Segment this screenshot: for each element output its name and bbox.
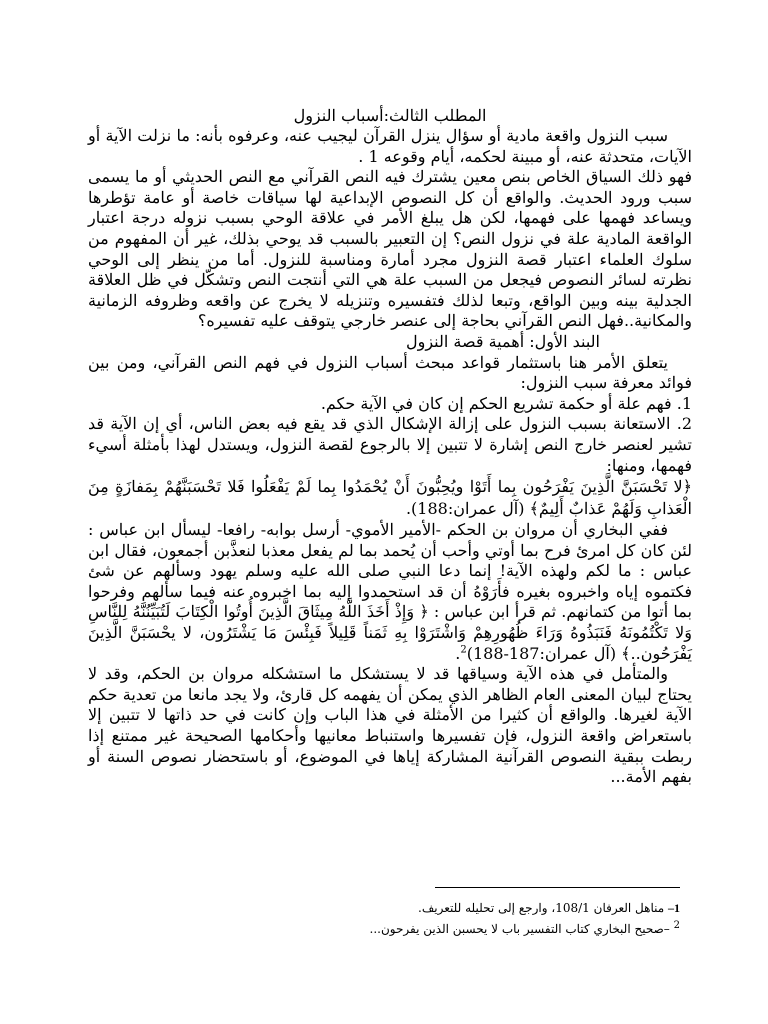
list-item-1: 1. فهم علة أو حكمة تشريع الحكم إن كان في الآية حكم. <box>320 393 692 413</box>
paragraph-context: فهو ذلك السياق الخاص بنص معين يشترك فيه النص القرآني مع النص الحديثي أو ما يسمى سبب ورود الحديث. والواقع أن كل النصوص الإبداعية لها سياقات خاصة أو عامة تؤطرها ويساعد فهمها على فهمها، لكن هل يبلغ الأمر في علاقة الوحي بسبب نزوله درجة اعتبار الواقعة المادية علة في نزول النص؟ إن التعبير بالسبب قد يوحي بذلك، غير أن المفهوم من سلوك العلماء اعتبار قصة النزول مجرد أمارة ومناسبة للنزول. أما من ينظر إلى الوحي نظرته لسائر النصوص فيجعل من السبب علة هي التي أنتجت النص وتشكّل في ظل العلاقة الجدلية بينه وبين الواقع، وتبعا لذلك فتفسيره وتنزيله لا يخرج عن واقعه وظروفه الزمانية والمكانية..فهل النص القرآني بحاجة إلى عنصر خارجي يتوقف عليه تفسيره؟ <box>88 167 692 331</box>
paragraph-reflection: والمتأمل في هذه الآية وسياقها قد لا يستشكل ما استشكله مروان بن الحكم، وقد لا يحتاج لبيان المعنى العام الظاهر الذي يمكن أن يفهمه كل قارئ، ولا يجد مانعا من تعدية حكم الآية لغيرها. والواقع أن كثيرا من الأمثلة في هذا الباب وإن كانت في حد ذاتها لا تتبين إلا باستعراض واقعة النزول، فإن تفسيرها واستنباط معانيها وأحكامها الصحيحة غير ممتنع إذا ربطت ببقية النصوص القرآنية المشاركة إياها في الموضوع، أو باستحضار نصوص السنة أو بفهم الأمة... <box>88 664 692 787</box>
list-item-2: 2. الاستعانة بسبب النزول على إزالة الإشكال الذي قد يقع فيه بعض الناس، أي إن الآية قد تشير لعنصر خارج النص إشارة لا تتبين إلا بالرجوع لقصة النزول، ويستدل لهذا بأمثلة أسيء فهمها، ومنها: <box>88 414 692 475</box>
footnote-divider <box>435 887 680 888</box>
narration-text: ففي البخاري أن مروان بن الحكم -الأمير الأموي- أرسل بوابه- رافعا- ليسأل ابن عباس : لئن كان كل امرئ فرح بما أوتي وأحب أن يُحمد بما لم يفعل معذبا لنعذَّبن أجمعون، فقال ابن عباس : ما لكم ولهذه الآية! إنما دعا النبي صلى الله عليه وسلم يهود وسألهم عن شئ فكتموه إياه واخبروه بغيره فأَرَوْهُ أن قد استحمدوا إليه بما اخبروه عنه فيما سألهم وفرحوا بما أتوا من كتمانهم. ثم قرأ ابن عباس : ﴿ وَإِذْ أَخَذَ اللَّهُ مِيثَاقَ الَّذِينَ أُوتُوا الْكِتَابَ لَتُبَيِّنُنَّهُ لِلنَّاسِ وَلا تَكْتُمُونَهُ فَنَبَذُوهُ وَرَاءَ ظُهُورِهِمْ وَاشْتَرَوْا بِهِ ثَمَناً قَلِيلاً فَبِئْسَ مَا يَشْتَرُون، لا يحْسَبَنَّ الَّذِينَ يَفْرَحُون..﴾ (آل عمران:187-188) <box>88 520 693 663</box>
footnote-1 <box>76 898 680 919</box>
paragraph-bukhari-narration <box>88 520 692 664</box>
narration-end: . <box>455 643 461 663</box>
footnotes-section <box>76 887 680 940</box>
footnote-text: مناهل العرفان 108/1، وارجع إلى تحليله للتعريف. <box>418 901 665 915</box>
section-title: المطلب الثالث:أسباب النزول <box>293 106 487 125</box>
quran-verse-quote: ﴿لا تَحْسَبَنَّ الَّذِينَ يَفْرَحُون بِما أَتَوْا ويُحِبُّونَ أَنْ يُحْمَدُوا بِما لَمْ يَفْعَلُوا فَلا تَحْسَبَنَّهُمْ بِمَفازَةٍ مِنَ الْعَذابِ وَلَهُمْ عَذابٌ أَلِيمٌ﴾ (آل عمران:188). <box>88 477 692 519</box>
footnote-number: 1– <box>668 901 680 915</box>
paragraph-definition: سبب النزول واقعة مادية أو سؤال ينزل القرآن ليجيب عنه، وعرفوه بأنه: ما نزلت الآية أو الآيات، متحدثة عنه، أو مبينة لحكمه، أيام وقوعه 1 . <box>88 126 692 166</box>
paragraph-benefits-intro: يتعلق الأمر هنا باستثمار قواعد مبحث أسباب النزول في فهم النص القرآني، ومن بين فوائد معرفة سبب النزول: <box>88 352 692 393</box>
footnote-number: 2 <box>673 920 680 931</box>
footnote-ref-2[interactable]: 2 <box>460 644 467 656</box>
footnote-2 <box>76 919 680 940</box>
document-body <box>88 105 692 788</box>
footnote-text: –صحيح البخاري كتاب التفسير باب لا يحسبن الذين يفرحون... <box>369 922 670 936</box>
subsection-heading: البند الأول: أهمية قصة النزول <box>406 331 600 351</box>
